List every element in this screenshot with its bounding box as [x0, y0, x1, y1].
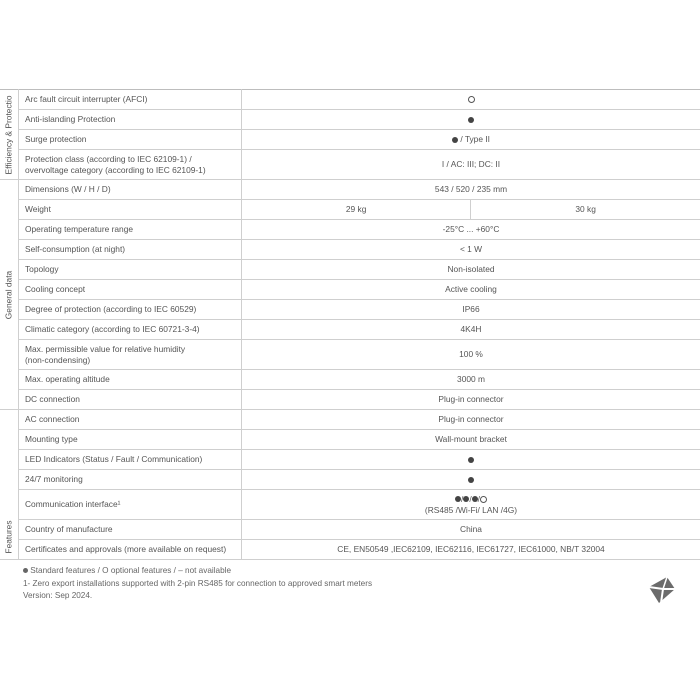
row-value: Plug-in connector [242, 390, 700, 410]
row-label: Climatic category (according to IEC 60721-3-4) [19, 320, 242, 340]
row-label: DC connection [19, 390, 242, 410]
row-label: Max. operating altitude [19, 370, 242, 390]
legend-note: Standard features / O optional features / – not available [23, 565, 372, 578]
table-row [0, 410, 700, 430]
table-row [0, 520, 700, 540]
row-value: China [242, 520, 700, 540]
row-value [242, 450, 700, 470]
row-label: Self-consumption (at night) [19, 240, 242, 260]
table-row [0, 90, 700, 110]
row-label: Surge protection [19, 130, 242, 150]
table-row [0, 240, 700, 260]
table-row [0, 390, 700, 410]
row-value: Wall-mount bracket [242, 430, 700, 450]
table-row [0, 430, 700, 450]
row-value: 4K4H [242, 320, 700, 340]
row-value: CE, EN50549 ,IEC62109, IEC62116, IEC61727, IEC61000, NB/T 32004 [242, 540, 700, 560]
table-row [0, 110, 700, 130]
version-note: Version: Sep 2024. [23, 591, 93, 600]
table-row [0, 470, 700, 490]
table-row [0, 130, 700, 150]
row-value: Plug-in connector [242, 410, 700, 430]
row-value: 543 / 520 / 235 mm [242, 180, 700, 200]
row-value: Non-isolated [242, 260, 700, 280]
row-value: < 1 W [242, 240, 700, 260]
row-value: 3000 m [242, 370, 700, 390]
spec-table [0, 89, 700, 560]
row-value: Active cooling [242, 280, 700, 300]
row-label: Operating temperature range [19, 220, 242, 240]
row-value [242, 470, 700, 490]
optional-ring-icon [468, 96, 475, 103]
table-row [0, 200, 700, 220]
standard-dot-icon [468, 117, 474, 123]
table-row [0, 300, 700, 320]
row-value-b: 30 kg [471, 200, 700, 220]
section-efficiency: Efficiency & Protectio [0, 90, 19, 180]
row-label: Country of manufacture [19, 520, 242, 540]
row-label: Communication interface¹ [19, 490, 242, 520]
row-label: Topology [19, 260, 242, 280]
table-row [0, 220, 700, 240]
row-value-a: 29 kg [242, 200, 471, 220]
table-row [0, 150, 700, 180]
standard-dot-icon [468, 477, 474, 483]
communication-symbols: / / / [242, 494, 700, 505]
section-features: Features [0, 410, 19, 560]
footnotes [23, 565, 372, 603]
standard-dot-icon [468, 457, 474, 463]
table-row [0, 540, 700, 560]
row-value [242, 90, 700, 110]
table-row [0, 180, 700, 200]
row-value: / Type II [242, 130, 700, 150]
row-label: LED Indicators (Status / Fault / Communication) [19, 450, 242, 470]
row-label: AC connection [19, 410, 242, 430]
table-row [0, 490, 700, 520]
row-label: Dimensions (W / H / D) [19, 180, 242, 200]
row-label: Protection class (according to IEC 62109-1) / overvoltage category (according to IEC 62109-1) [19, 150, 242, 180]
table-row [0, 370, 700, 390]
row-label: Arc fault circuit interrupter (AFCI) [19, 90, 242, 110]
table-row [0, 320, 700, 340]
row-label: Mounting type [19, 430, 242, 450]
row-label: Anti-islanding Protection [19, 110, 242, 130]
row-label: Cooling concept [19, 280, 242, 300]
row-value: IP66 [242, 300, 700, 320]
brand-logo-icon [645, 573, 679, 607]
table-row [0, 260, 700, 280]
row-label: Certificates and approvals (more available on request) [19, 540, 242, 560]
section-general: General data [0, 180, 19, 410]
row-value: 100 % [242, 340, 700, 370]
row-value: / / / (RS485 /Wi-Fi/ LAN /4G) [242, 490, 700, 520]
optional-ring-icon [480, 496, 487, 503]
table-row [0, 450, 700, 470]
table-row [0, 280, 700, 300]
row-label: Weight [19, 200, 242, 220]
row-value [242, 110, 700, 130]
table-row [0, 340, 700, 370]
row-label: 24/7 monitoring [19, 470, 242, 490]
row-value: I / AC: III; DC: II [242, 150, 700, 180]
footnote-1: 1- Zero export installations supported with 2-pin RS485 for connection to approved smart meters [23, 578, 373, 588]
row-label: Degree of protection (according to IEC 60529) [19, 300, 242, 320]
row-value: -25°C ... +60°C [242, 220, 700, 240]
row-label: Max. permissible value for relative humidity (non-condensing) [19, 340, 242, 370]
